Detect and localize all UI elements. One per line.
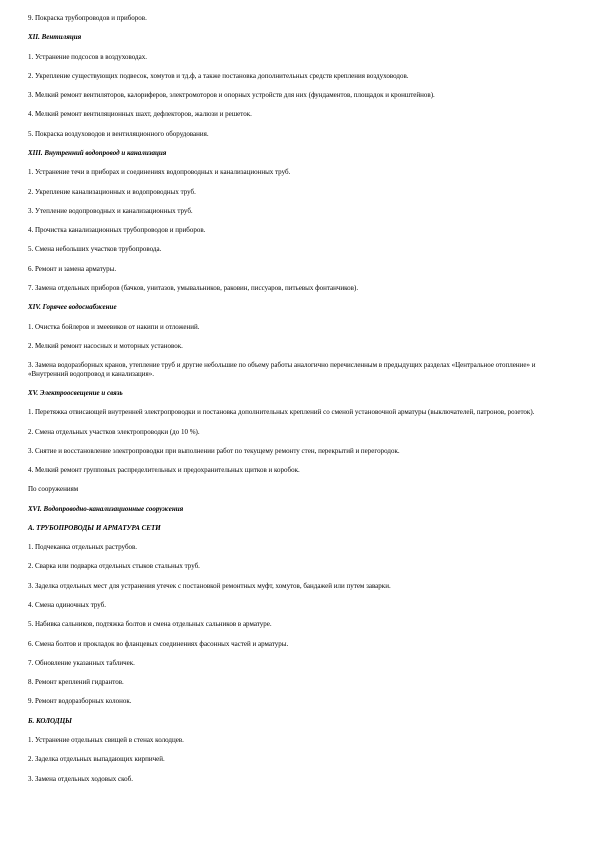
list-item: 9. Ремонт водоразборных колонок. [28, 697, 132, 706]
list-item: 4. Смена одиночных труб. [28, 601, 106, 610]
list-item: 5. Смена небольших участков трубопровода. [28, 245, 162, 254]
list-item: 1. Устранение подсосов в воздуховодах. [28, 52, 147, 61]
list-item: 3. Мелкий ремонт вентиляторов, калориферов, электромоторов и опорных устройств для них (фундаментов, площадок и кронштейнов). [28, 91, 435, 100]
list-item: 2. Мелкий ремонт насосных и моторных установок. [28, 341, 183, 350]
list-item: 1. Устранение отдельных свищей в стенах колодцев. [28, 736, 184, 744]
list-item: 6. Смена болтов и прокладок во фланцевых соединениях фасонных частей и арматуры. [28, 639, 289, 648]
list-item: 3. Замена отдельных ходовых скоб. [28, 774, 133, 783]
list-item: 5. Покраска воздуховодов и вентиляционного оборудования. [28, 129, 209, 138]
list-item: 5. Набивка сальников, подтяжка болтов и смена отдельных сальников в арматуре. [28, 620, 272, 629]
list-item: 3. Замена водоразборных кранов, утепление труб и другие небольшие по объему работы аналогично перечисленным в предыдущих разделах «Центральное отопление» и «Внутренний водопровод и канализация». [28, 361, 536, 378]
list-item: 4. Мелкий ремонт групповых распределительных и предохранительных щитков и коробок. [28, 466, 300, 475]
section-heading: XII. Вентиляция [28, 33, 82, 42]
section-heading: А. ТРУБОПРОВОДЫ И АРМАТУРА СЕТИ [28, 523, 161, 532]
list-item: 2. Укрепление существующих подвесок, хомутов и тд.ф, а также постановка дополнительных средств крепления воздуховодов. [28, 71, 409, 80]
list-item: 3. Заделка отдельных мест для устранения утечек с постановкой ремонтных муфт, хомутов, бандажей или путем заварки. [28, 581, 391, 590]
section-heading: XIII. Внутренний водопровод и канализация [28, 148, 167, 157]
list-item: 4. Мелкий ремонт вентиляционных шахт, дефлекторов, жалюзи и решеток. [28, 110, 252, 119]
section-heading: XVI. Водопроводно-канализационные сооружения [28, 504, 184, 513]
list-item: 3. Утепление водопроводных и канализационных труб. [28, 206, 193, 215]
list-item: 3. Снятие и восстановление электропроводки при выполнении работ по текущему ремонту стен, перекрытий и перегородок. [28, 446, 400, 455]
list-item: 6. Ремонт и замена арматуры. [28, 264, 117, 273]
list-item: 2. Укрепление канализационных и водопроводных труб. [28, 187, 196, 196]
section-heading: XV. Электроосвещение и связь [28, 388, 123, 397]
list-item: 4. Прочистка канализационных трубопроводов и приборов. [28, 226, 206, 235]
section-heading: XIV. Горячее водоснабжение [28, 303, 117, 312]
list-item: 2. Сварка или подварка отдельных стыков стальных труб. [28, 562, 200, 571]
list-item: 8. Ремонт креплений гидрантов. [28, 678, 124, 687]
list-item: 7. Обновление указанных табличек. [28, 658, 135, 667]
document-page [28, 14, 568, 794]
list-item: 2. Смена отдельных участков электропроводки (до 10 %). [28, 427, 200, 436]
list-item: 9. Покраска трубопроводов и приборов. [28, 14, 147, 22]
section-heading: По сооружениям [28, 485, 79, 494]
list-item: 7. Замена отдельных приборов (бачков, унитазов, умывальников, раковин, писсуаров, питьевых фонтанчиков). [28, 283, 359, 292]
list-item: 1. Устранение течи в приборах и соединениях водопроводных и канализационных труб. [28, 168, 291, 177]
section-heading: Б. КОЛОДЦЫ [28, 716, 72, 725]
list-item: 1. Подчеканка отдельных раструбов. [28, 543, 138, 552]
list-item: 1. Перетяжка отвисающей внутренней электропроводки и постановка дополнительных креплений со сменой установочной арматуры (выключателей, патронов, розеток). [28, 408, 535, 417]
list-item: 2. Заделка отдельных выпадающих кирпичей. [28, 755, 165, 764]
list-item: 1. Очистка бойлеров и змеевиков от накипи и отложений. [28, 322, 200, 331]
